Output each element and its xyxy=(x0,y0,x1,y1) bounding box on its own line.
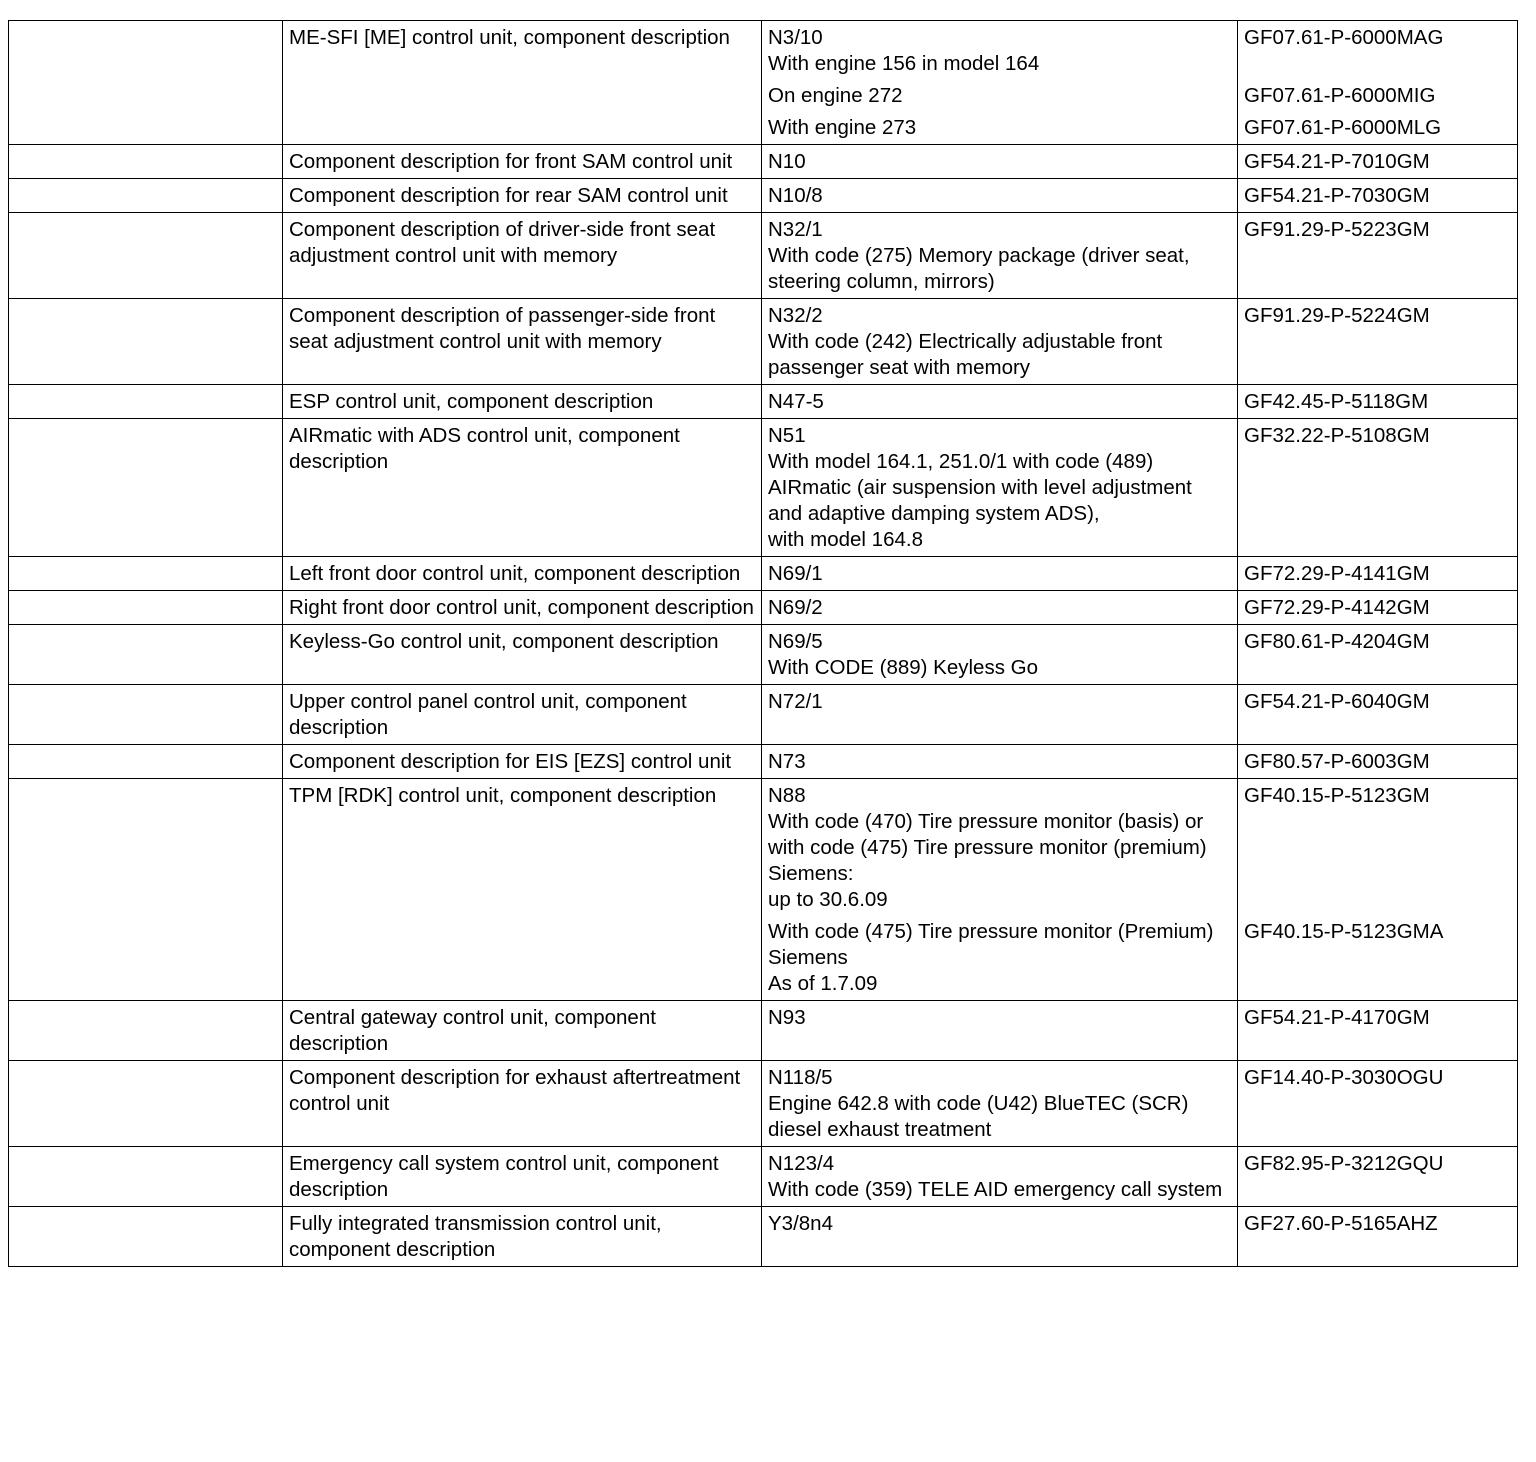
reference-group xyxy=(1244,1211,1511,1237)
table-row xyxy=(9,1207,1518,1267)
document-reference-cell xyxy=(1238,557,1518,591)
component-description-cell: ESP control unit, component description xyxy=(283,385,762,419)
document-reference: GF91.29-P-5224GM xyxy=(1244,304,1430,327)
document-reference: GF82.95-P-3212GQU xyxy=(1244,1152,1444,1175)
condition-group xyxy=(768,423,1231,553)
document-reference-cell xyxy=(1238,685,1518,745)
condition-group xyxy=(768,1065,1231,1143)
designation-condition-cell xyxy=(762,745,1238,779)
component-designation: N32/2 xyxy=(768,304,823,327)
document-reference: GF40.15-P-5123GMA xyxy=(1244,920,1444,943)
designation-condition-cell xyxy=(762,685,1238,745)
empty-cell xyxy=(9,145,283,179)
reference-group xyxy=(1244,149,1511,175)
reference-group xyxy=(1244,217,1511,295)
table-row xyxy=(9,145,1518,179)
component-description-cell: Component description for EIS [EZS] control unit xyxy=(283,745,762,779)
reference-group xyxy=(1244,25,1511,77)
empty-cell xyxy=(9,419,283,557)
designation-condition-cell xyxy=(762,625,1238,685)
condition-text: With model 164.1, 251.0/1 with code (489) AIRmatic (air suspension with level adjustment and adaptive damping system ADS), xyxy=(768,450,1192,525)
component-designation: Y3/8n4 xyxy=(768,1212,833,1235)
component-designation: N73 xyxy=(768,750,806,773)
document-reference: GF54.21-P-6040GM xyxy=(1244,690,1430,713)
empty-cell xyxy=(9,557,283,591)
reference-group xyxy=(1244,689,1511,715)
empty-cell xyxy=(9,591,283,625)
empty-cell xyxy=(9,779,283,1001)
reference-group xyxy=(1244,919,1511,997)
document-reference: GF14.40-P-3030OGU xyxy=(1244,1066,1444,1089)
document-reference: GF07.61-P-6000MAG xyxy=(1244,26,1444,49)
condition-text: With engine 273 xyxy=(768,116,917,139)
empty-cell xyxy=(9,1207,283,1267)
condition-group xyxy=(768,25,1231,77)
designation-condition-cell xyxy=(762,21,1238,145)
component-description-cell: Keyless-Go control unit, component description xyxy=(283,625,762,685)
reference-group xyxy=(1244,303,1511,381)
reference-group xyxy=(1244,1005,1511,1031)
reference-group xyxy=(1244,629,1511,681)
table-row xyxy=(9,419,1518,557)
empty-cell xyxy=(9,1147,283,1207)
table-row xyxy=(9,213,1518,299)
component-description-cell: Upper control panel control unit, component description xyxy=(283,685,762,745)
document-reference-cell xyxy=(1238,1061,1518,1147)
component-description-cell: ME-SFI [ME] control unit, component description xyxy=(283,21,762,145)
document-reference-cell xyxy=(1238,419,1518,557)
empty-cell xyxy=(9,625,283,685)
condition-text: With code (359) TELE AID emergency call system xyxy=(768,1178,1223,1201)
component-designation: N123/4 xyxy=(768,1152,835,1175)
condition-text: With engine 156 in model 164 xyxy=(768,52,1040,75)
designation-condition-cell xyxy=(762,213,1238,299)
reference-group xyxy=(1244,783,1511,913)
condition-text: with model 164.8 xyxy=(768,528,923,551)
table-body xyxy=(9,21,1518,1267)
reference-group xyxy=(1244,1151,1511,1203)
designation-condition-cell xyxy=(762,419,1238,557)
designation-condition-cell xyxy=(762,1207,1238,1267)
condition-text: Engine 642.8 with code (U42) BlueTEC (SCR) diesel exhaust treatment xyxy=(768,1092,1189,1141)
empty-cell xyxy=(9,1001,283,1061)
table-row xyxy=(9,557,1518,591)
condition-group xyxy=(768,1151,1231,1203)
reference-group xyxy=(1244,749,1511,775)
empty-cell xyxy=(9,685,283,745)
component-designation: N72/1 xyxy=(768,690,823,713)
document-reference: GF80.57-P-6003GM xyxy=(1244,750,1430,773)
reference-group xyxy=(1244,115,1511,141)
table-row xyxy=(9,685,1518,745)
reference-group xyxy=(1244,595,1511,621)
component-description-cell: Component description of passenger-side front seat adjustment control unit with memory xyxy=(283,299,762,385)
component-designation: N3/10 xyxy=(768,26,823,49)
table-row xyxy=(9,1001,1518,1061)
condition-group xyxy=(768,183,1231,209)
document-reference-cell xyxy=(1238,591,1518,625)
document-reference-cell xyxy=(1238,1001,1518,1061)
condition-group xyxy=(768,115,1231,141)
designation-condition-cell xyxy=(762,1147,1238,1207)
component-designation: N10 xyxy=(768,150,806,173)
condition-group xyxy=(768,389,1231,415)
document-reference: GF40.15-P-5123GM xyxy=(1244,784,1430,807)
designation-condition-cell xyxy=(762,145,1238,179)
condition-group xyxy=(768,561,1231,587)
document-reference: GF07.61-P-6000MIG xyxy=(1244,84,1436,107)
component-description-cell: Emergency call system control unit, component description xyxy=(283,1147,762,1207)
document-reference-cell xyxy=(1238,779,1518,1001)
document-reference: GF27.60-P-5165AHZ xyxy=(1244,1212,1438,1235)
empty-cell xyxy=(9,1061,283,1147)
reference-group xyxy=(1244,423,1511,553)
reference-group xyxy=(1244,1065,1511,1143)
component-designation: N10/8 xyxy=(768,184,823,207)
document-reference: GF91.29-P-5223GM xyxy=(1244,218,1430,241)
condition-group xyxy=(768,749,1231,775)
condition-text: With code (242) Electrically adjustable front passenger seat with memory xyxy=(768,330,1163,379)
reference-group xyxy=(1244,183,1511,209)
empty-cell xyxy=(9,385,283,419)
component-description-cell: AIRmatic with ADS control unit, component description xyxy=(283,419,762,557)
table-row xyxy=(9,21,1518,145)
component-description-cell: Component description for rear SAM control unit xyxy=(283,179,762,213)
reference-group xyxy=(1244,561,1511,587)
document-reference: GF54.21-P-7030GM xyxy=(1244,184,1430,207)
component-designation: N93 xyxy=(768,1006,806,1029)
condition-group xyxy=(768,149,1231,175)
condition-group xyxy=(768,595,1231,621)
condition-group xyxy=(768,783,1231,913)
condition-group xyxy=(768,689,1231,715)
empty-cell xyxy=(9,299,283,385)
document-reference-cell xyxy=(1238,299,1518,385)
condition-group xyxy=(768,1005,1231,1031)
designation-condition-cell xyxy=(762,299,1238,385)
condition-group xyxy=(768,629,1231,681)
condition-text: With code (475) Tire pressure monitor (Premium) Siemens xyxy=(768,920,1214,969)
component-description-cell: TPM [RDK] control unit, component description xyxy=(283,779,762,1001)
condition-text: With code (470) Tire pressure monitor (basis) or with code (475) Tire pressure monitor (premium) Siemens: xyxy=(768,810,1207,885)
table-row xyxy=(9,179,1518,213)
component-description-cell: Component description of driver-side front seat adjustment control unit with memory xyxy=(283,213,762,299)
table-row xyxy=(9,779,1518,1001)
document-reference-cell xyxy=(1238,625,1518,685)
component-description-cell: Central gateway control unit, component description xyxy=(283,1001,762,1061)
component-description-cell: Component description for front SAM control unit xyxy=(283,145,762,179)
document-reference: GF07.61-P-6000MLG xyxy=(1244,116,1442,139)
designation-condition-cell xyxy=(762,385,1238,419)
document-reference: GF72.29-P-4141GM xyxy=(1244,562,1430,585)
empty-cell xyxy=(9,179,283,213)
condition-text: up to 30.6.09 xyxy=(768,888,888,911)
document-reference-cell xyxy=(1238,385,1518,419)
document-reference-cell xyxy=(1238,1147,1518,1207)
designation-condition-cell xyxy=(762,591,1238,625)
component-description-cell: Component description for exhaust aftertreatment control unit xyxy=(283,1061,762,1147)
component-description-cell: Left front door control unit, component description xyxy=(283,557,762,591)
component-designation: N69/1 xyxy=(768,562,823,585)
table-row xyxy=(9,1061,1518,1147)
component-designation: N69/2 xyxy=(768,596,823,619)
condition-text: With CODE (889) Keyless Go xyxy=(768,656,1038,679)
empty-cell xyxy=(9,21,283,145)
table-row xyxy=(9,591,1518,625)
component-designation: N69/5 xyxy=(768,630,823,653)
component-description-cell: Right front door control unit, component description xyxy=(283,591,762,625)
document-reference: GF72.29-P-4142GM xyxy=(1244,596,1430,619)
empty-cell xyxy=(9,745,283,779)
table-row xyxy=(9,385,1518,419)
document-reference: GF54.21-P-7010GM xyxy=(1244,150,1430,173)
document-reference-cell xyxy=(1238,179,1518,213)
designation-condition-cell xyxy=(762,779,1238,1001)
document-reference: GF32.22-P-5108GM xyxy=(1244,424,1430,447)
component-designation: N47-5 xyxy=(768,390,824,413)
empty-cell xyxy=(9,213,283,299)
document-reference-cell xyxy=(1238,1207,1518,1267)
condition-group xyxy=(768,83,1231,109)
condition-text: With code (275) Memory package (driver seat, steering column, mirrors) xyxy=(768,244,1190,293)
condition-group xyxy=(768,217,1231,295)
table-row xyxy=(9,745,1518,779)
condition-group xyxy=(768,919,1231,997)
reference-group xyxy=(1244,389,1511,415)
document-reference-cell xyxy=(1238,213,1518,299)
component-description-cell: Fully integrated transmission control unit, component description xyxy=(283,1207,762,1267)
document-reference: GF54.21-P-4170GM xyxy=(1244,1006,1430,1029)
condition-group xyxy=(768,1211,1231,1237)
document-reference: GF80.61-P-4204GM xyxy=(1244,630,1430,653)
designation-condition-cell xyxy=(762,1001,1238,1061)
document-reference-cell xyxy=(1238,745,1518,779)
condition-text: As of 1.7.09 xyxy=(768,972,878,995)
reference-group xyxy=(1244,83,1511,109)
table-row xyxy=(9,1147,1518,1207)
document-reference: GF42.45-P-5118GM xyxy=(1244,390,1429,413)
condition-group xyxy=(768,303,1231,381)
designation-condition-cell xyxy=(762,1061,1238,1147)
designation-condition-cell xyxy=(762,179,1238,213)
document-reference-cell xyxy=(1238,21,1518,145)
table-row xyxy=(9,625,1518,685)
component-reference-table xyxy=(8,20,1518,1267)
document-reference-cell xyxy=(1238,145,1518,179)
condition-text: On engine 272 xyxy=(768,84,903,107)
component-designation: N32/1 xyxy=(768,218,823,241)
designation-condition-cell xyxy=(762,557,1238,591)
component-designation: N118/5 xyxy=(768,1066,833,1089)
table-row xyxy=(9,299,1518,385)
component-designation: N88 xyxy=(768,784,806,807)
component-designation: N51 xyxy=(768,424,806,447)
